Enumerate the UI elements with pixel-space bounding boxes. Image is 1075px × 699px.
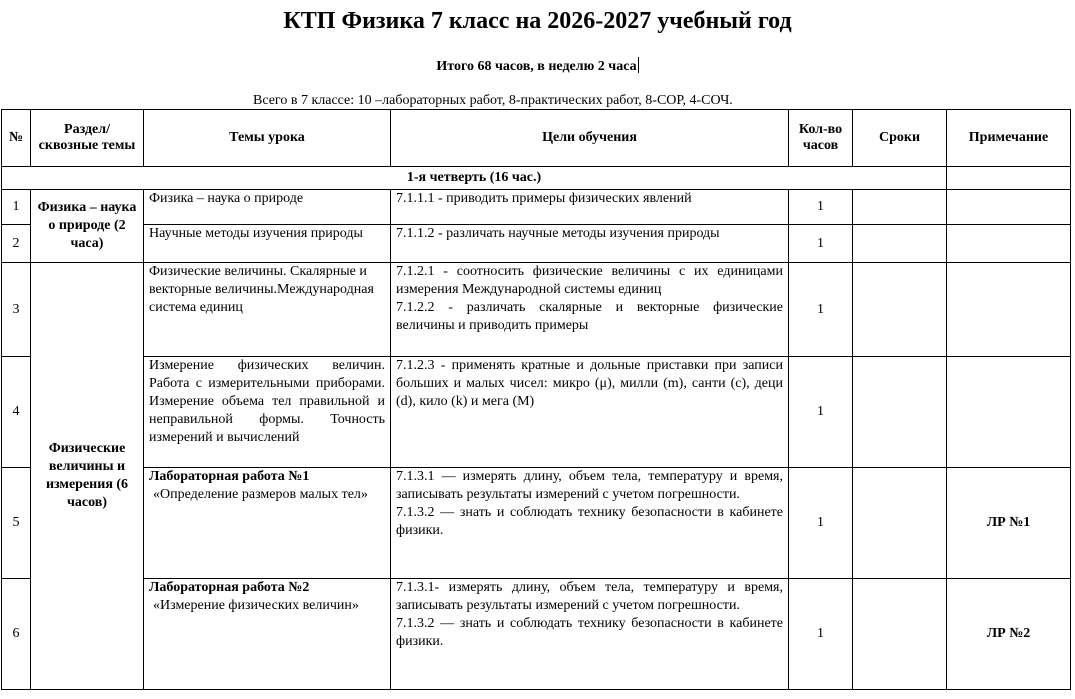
topic-cell xyxy=(144,357,391,468)
quarter-row xyxy=(2,167,1071,190)
hours-cell: 1 xyxy=(789,579,853,690)
table-row xyxy=(2,190,1071,225)
row-number: 4 xyxy=(2,357,31,468)
lab-work-name: «Определение размеров малых тел» xyxy=(153,487,368,502)
table-row xyxy=(2,468,1071,579)
dates-cell xyxy=(853,468,947,579)
topic-text: Физика – наука о природе xyxy=(149,191,304,206)
document-title: КТП Физика 7 класс на 2026-2027 учебный год xyxy=(283,8,792,34)
table-row xyxy=(2,263,1071,357)
quarter-row-note xyxy=(947,167,1071,190)
section-cell-nature: Физика – наука о природе (2 часа) xyxy=(31,190,144,263)
col-header-topic: Темы урока xyxy=(144,110,391,167)
col-header-hours: Кол-во часов xyxy=(789,110,853,167)
goal-text: 7.1.3.2 — знать и соблюдать технику безопасности в кабинете физики. xyxy=(396,616,783,649)
hours-cell: 1 xyxy=(789,263,853,357)
topic-text: Научные методы изучения природы xyxy=(149,226,363,241)
hours-cell: 1 xyxy=(789,190,853,225)
col-header-section: Раздел/ сквозные темы xyxy=(31,110,144,167)
lab-work-title: Лабораторная работа №1 xyxy=(149,469,310,484)
row-number: 3 xyxy=(2,263,31,357)
row-number: 6 xyxy=(2,579,31,690)
goals-cell xyxy=(391,190,789,225)
hours-cell: 1 xyxy=(789,468,853,579)
note-cell: ЛР №2 xyxy=(947,579,1071,690)
dates-cell xyxy=(853,225,947,263)
goal-text: 7.1.2.2 - различать скалярные и векторные физические величины и приводить примеры xyxy=(396,300,783,333)
section-cell-measurements: Физические величины и измерения (6 часов) xyxy=(31,263,144,690)
topic-text: Физические величины. Скалярные и векторные величины.Международная система единиц xyxy=(149,264,374,315)
work-summary: Всего в 7 классе: 10 –лабораторных работ, 8-практических работ, 8-СОР, 4-СОЧ. xyxy=(253,93,733,108)
dates-cell xyxy=(853,190,947,225)
hours-cell: 1 xyxy=(789,357,853,468)
goals-cell xyxy=(391,468,789,579)
table-header-row xyxy=(2,110,1071,167)
note-cell xyxy=(947,190,1071,225)
lab-work-name: «Измерение физических величин» xyxy=(153,598,359,613)
quarter-label: 1-я четверть (16 час.) xyxy=(2,167,947,190)
goal-text: 7.1.1.2 - различать научные методы изучения природы xyxy=(396,226,720,241)
topic-cell xyxy=(144,263,391,357)
table-row xyxy=(2,225,1071,263)
row-number: 1 xyxy=(2,190,31,225)
topic-cell xyxy=(144,225,391,263)
goal-text: 7.1.2.3 - применять кратные и дольные приставки при записи больших и малых чисел: микро (μ), милли (m), санти (c), деци (d), кило (k) и мега (M) xyxy=(396,358,783,409)
col-header-number: № xyxy=(2,110,31,167)
col-header-dates: Сроки xyxy=(853,110,947,167)
topic-text: Измерение физических величин. Работа с измерительными приборами. Измерение объема тел правильной и неправильной формы. Точность измерений и вычислений xyxy=(149,358,385,445)
row-number: 5 xyxy=(2,468,31,579)
topic-cell xyxy=(144,190,391,225)
table-row xyxy=(2,357,1071,468)
dates-cell xyxy=(853,263,947,357)
topic-cell xyxy=(144,579,391,690)
table-row xyxy=(2,579,1071,690)
hours-subtitle-text: Итого 68 часов, в неделю 2 часа xyxy=(436,59,637,74)
goal-text: 7.1.3.1- измерять длину, объем тела, температуру и время, записывать результаты измерений с учетом погрешности. xyxy=(396,580,783,613)
note-cell xyxy=(947,225,1071,263)
text-cursor xyxy=(638,57,639,73)
col-header-goals: Цели обучения xyxy=(391,110,789,167)
dates-cell xyxy=(853,579,947,690)
topic-cell xyxy=(144,468,391,579)
col-header-note: Примечание xyxy=(947,110,1071,167)
goal-text: 7.1.2.1 - соотносить физические величины с их единицами измерения Международной системы единиц xyxy=(396,264,783,297)
lesson-plan-table xyxy=(1,109,1071,690)
hours-subtitle xyxy=(0,57,1075,75)
note-cell: ЛР №1 xyxy=(947,468,1071,579)
goals-cell xyxy=(391,579,789,690)
lab-work-title: Лабораторная работа №2 xyxy=(149,580,310,595)
goals-cell xyxy=(391,225,789,263)
goals-cell xyxy=(391,357,789,468)
goal-text: 7.1.3.1 — измерять длину, объем тела, температуру и время, записывать результаты измерений с учетом погрешности. xyxy=(396,469,783,502)
hours-cell: 1 xyxy=(789,225,853,263)
dates-cell xyxy=(853,357,947,468)
goal-text: 7.1.1.1 - приводить примеры физических явлений xyxy=(396,191,692,206)
goal-text: 7.1.3.2 — знать и соблюдать технику безопасности в кабинете физики. xyxy=(396,505,783,538)
row-number: 2 xyxy=(2,225,31,263)
goals-cell xyxy=(391,263,789,357)
note-cell xyxy=(947,357,1071,468)
note-cell xyxy=(947,263,1071,357)
